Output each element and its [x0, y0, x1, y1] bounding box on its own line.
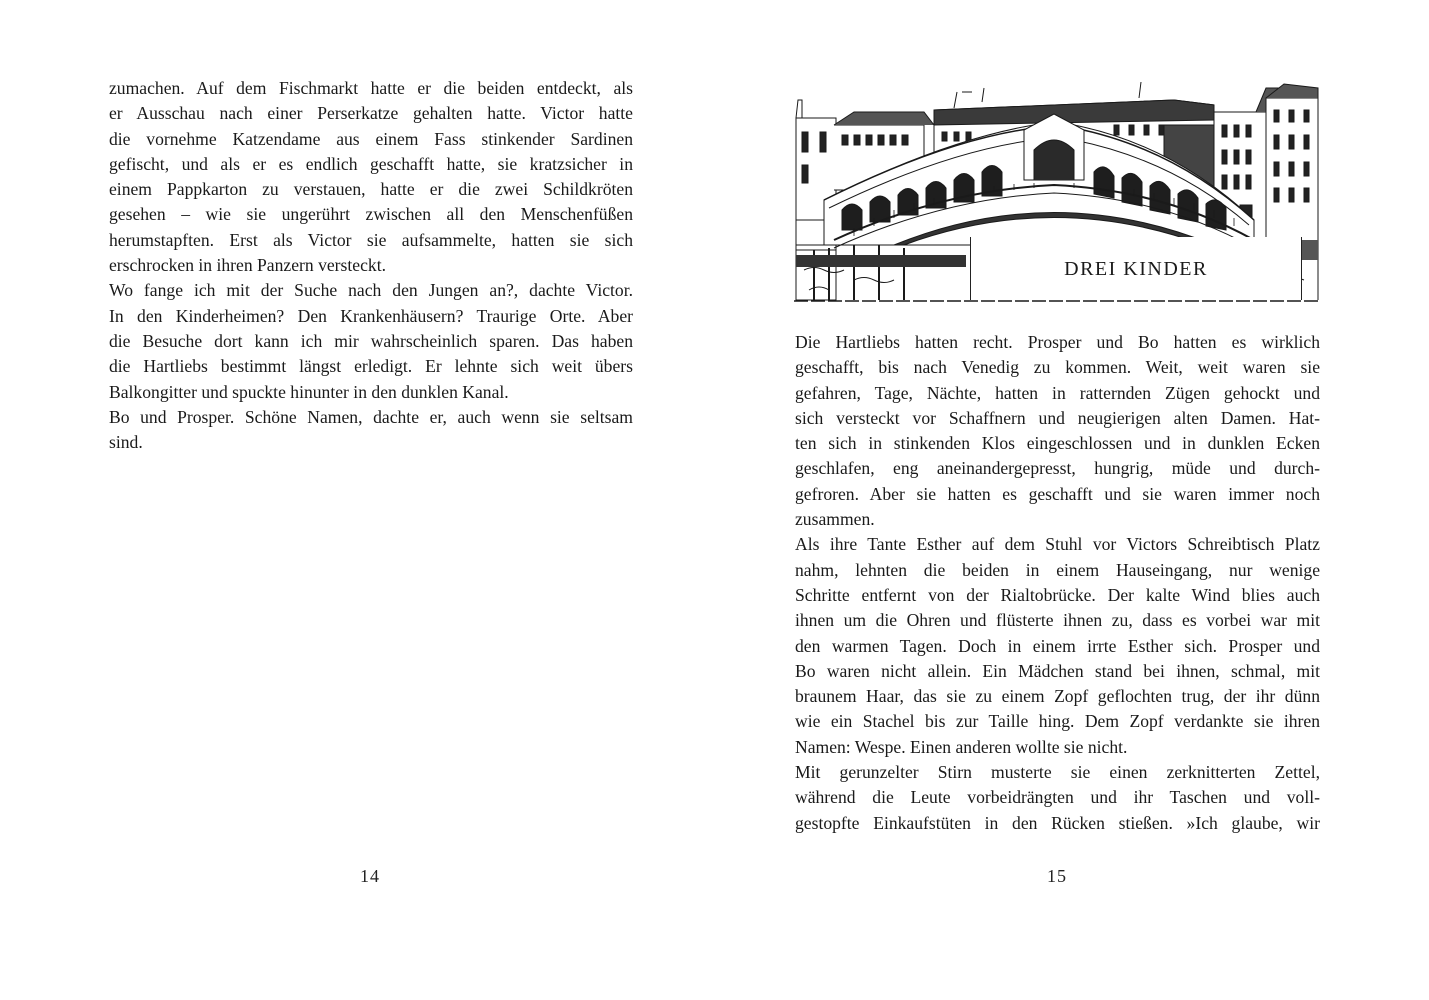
text-line: Wo fange ich mit der Suche nach den Jungen an?, dachte Victor. — [109, 280, 633, 301]
text-line: Bo und Prosper. Schöne Namen, dachte er, auch wenn sie seltsam — [109, 406, 633, 427]
text-line: Mit gerunzelter Stirn musterte sie einen zerknitterten Zettel, — [795, 762, 1320, 783]
text-line: gesehen – wie sie ungerührt zwischen all den Menschenfüßen — [109, 204, 633, 225]
text-line: zumachen. Auf dem Fischmarkt hatte er die beiden entdeckt, als — [109, 78, 633, 98]
text-line: einem Pappkarton zu verstauen, hatte er die zwei Schildkröten — [109, 179, 633, 200]
text-line: Die Hartliebs hatten recht. Prosper und Bo hatten es wirklich — [795, 332, 1320, 352]
text-line: wie ein Stachel bis zur Taille hing. Dem Zopf verdankte sie ihren — [795, 711, 1320, 732]
left-page-body-text — [109, 76, 633, 455]
page-number-left: 14 — [360, 866, 380, 886]
text-line: ihnen um die Ohren und flüsterte ihnen zu, dass es vorbei war mit — [795, 610, 1320, 631]
text-line: geschafft, bis nach Venedig zu kommen. Weit, weit waren sie — [795, 357, 1320, 378]
text-line: während die Leute vorbeidrängten und ihr Taschen und voll- — [795, 787, 1320, 808]
page-number-right: 15 — [1047, 866, 1067, 886]
text-line: Balkongitter und spuckte hinunter in den dunklen Kanal. — [109, 381, 509, 402]
text-line: zusammen. — [795, 509, 875, 530]
text-line: geschlafen, eng aneinandergepresst, hungrig, müde und durch- — [795, 458, 1320, 479]
text-line: Als ihre Tante Esther auf dem Stuhl vor Victors Schreibtisch Platz — [795, 534, 1320, 555]
text-line: gefischt, und als er es endlich geschafft hatte, sie kratzsicher in — [109, 153, 633, 174]
chapter-title-box — [970, 237, 1302, 300]
text-line: sind. — [109, 432, 143, 453]
text-line: In den Kinderheimen? Den Krankenhäusern? Traurige Orte. Aber — [109, 305, 633, 326]
text-line: nahm, lehnten die beiden in einem Hauseingang, nur wenige — [795, 559, 1320, 580]
text-line: die vornehme Katzendame aus einem Fass stinkender Sardinen — [109, 128, 633, 149]
text-line: gefroren. Aber sie hatten es geschafft und sie waren immer noch — [795, 483, 1320, 504]
right-page — [714, 0, 1429, 1000]
text-line: die Hartliebs bestimmt längst erledigt. Er lehnte sich weit übers — [109, 356, 633, 377]
text-line: braunem Haar, das sie zu einem Zopf geflochten trug, der ihr dünn — [795, 686, 1320, 707]
text-line: Schritte entfernt von der Rialtobrücke. Der kalte Wind blies auch — [795, 584, 1320, 605]
text-line: Bo waren nicht allein. Ein Mädchen stand bei ihnen, schmal, mit — [795, 660, 1320, 681]
text-line: sich versteckt vor Schaffnern und neugierigen alten Damen. Hat- — [795, 407, 1320, 428]
text-line: gefahren, Tage, Nächte, hatten in ratternden Zügen gehockt und — [795, 382, 1320, 403]
text-line: erschrocken in ihren Panzern versteckt. — [109, 255, 386, 276]
text-line: er Ausschau nach einer Perserkatze gehalten hatte. Victor hatte — [109, 103, 633, 124]
text-line: ten sich in stinkenden Klos eingeschlossen und in dunklen Ecken — [795, 433, 1320, 454]
left-page — [0, 0, 714, 1000]
chapter-illustration — [794, 70, 1320, 302]
right-page-body-text — [795, 330, 1320, 836]
chapter-title: DREI KINDER — [1064, 258, 1208, 280]
text-line: den warmen Tagen. Doch in einem irrte Esther sich. Prosper und — [795, 635, 1320, 656]
text-line: die Besuche dort kann ich mir wahrscheinlich sparen. Das haben — [109, 330, 633, 351]
text-line: gestopfte Einkaufstüten in den Rücken stießen. »Ich glaube, wir — [795, 812, 1320, 833]
text-line: Namen: Wespe. Einen anderen wollte sie nicht. — [795, 736, 1128, 757]
text-line: herumstapften. Erst als Victor sie aufsammelte, hatten sie sich — [109, 229, 633, 250]
